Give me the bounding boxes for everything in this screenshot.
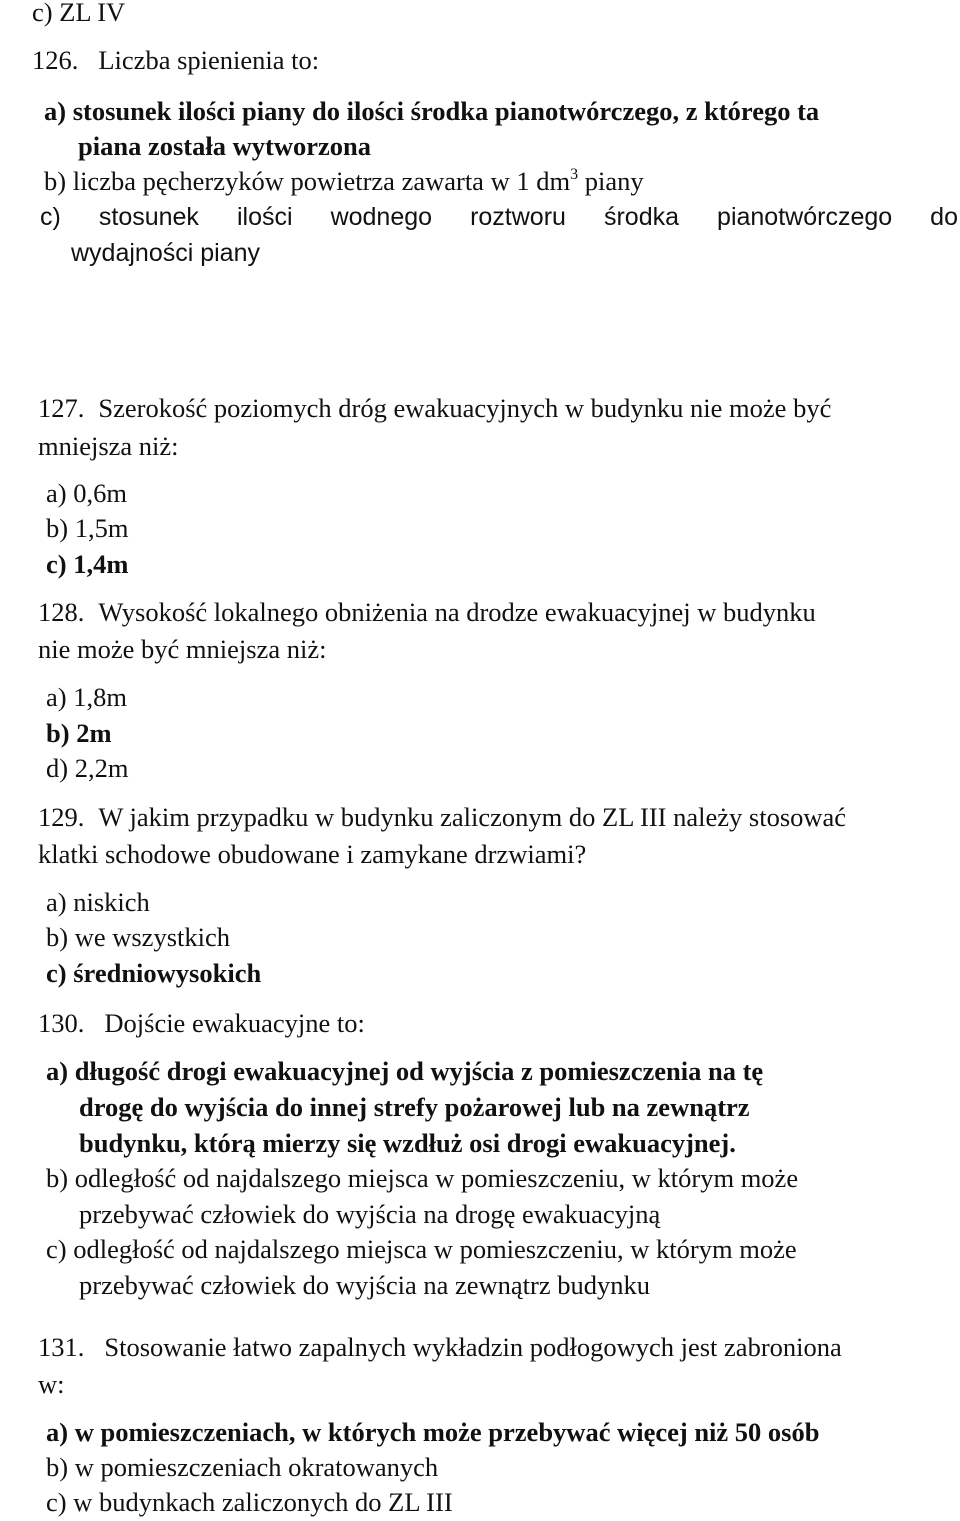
answer-text: stosunek ilości piany do ilości środka pianotwórczego, z którego ta: [72, 96, 820, 126]
answer-letter: a): [44, 96, 67, 126]
answer-126-b: [44, 165, 644, 197]
question-number: 128.: [38, 597, 85, 627]
answer-letter: b): [46, 1452, 69, 1482]
answer-129-c: [46, 957, 261, 989]
question-text: Liczba spienienia to:: [98, 45, 320, 75]
answer-text: odległość od najdalszego miejsca w pomieszczeniu, w którym może: [73, 1234, 797, 1264]
answer-131-b: [46, 1451, 438, 1483]
question-number: 131.: [38, 1332, 85, 1362]
answer-130-a: [46, 1055, 763, 1087]
answer-130-b: [46, 1162, 798, 1194]
answer-text: 2m: [76, 718, 112, 748]
question-129: [38, 801, 846, 833]
answer-text: 1,4m: [73, 549, 129, 579]
question-text: Stosowanie łatwo zapalnych wykładzin podłogowych jest zabroniona: [104, 1332, 842, 1362]
answer-text: 0,6m: [73, 478, 127, 508]
question-127-cont: mniejsza niż:: [38, 431, 179, 461]
question-text: Wysokość lokalnego obniżenia na drodze ewakuacyjnej w budynku: [98, 597, 816, 627]
answer-130-a-cont1: drogę do wyjścia do innej strefy pożarowej lub na zewnątrz: [79, 1092, 750, 1122]
answer-text: w budynkach zaliczonych do ZL III: [73, 1487, 453, 1517]
question-126: [32, 44, 319, 76]
answer-126-a: [44, 95, 819, 127]
answer-text: 1,5m: [74, 513, 129, 543]
answer-letter: a): [46, 682, 67, 712]
question-text: Szerokość poziomych dróg ewakuacyjnych w budynku nie może być: [98, 393, 832, 423]
question-128: [38, 596, 816, 628]
answer-130-c: [46, 1233, 797, 1265]
answer-131-c: [46, 1486, 453, 1518]
answer-text: odległość od najdalszego miejsca w pomieszczeniu, w którym może: [74, 1163, 799, 1193]
superscript: 3: [570, 166, 579, 183]
previous-answer-fragment: c) ZL IV: [32, 0, 126, 27]
answer-letter: c): [46, 549, 67, 579]
answer-text: 1,8m: [73, 682, 127, 712]
answer-127-b: [46, 512, 128, 544]
answer-text: stosunek ilości wodnego roztworu środka pianotwórczego do: [98, 203, 958, 231]
question-131-cont: w:: [38, 1369, 65, 1399]
answer-text: niskich: [73, 887, 150, 917]
answer-letter: b): [44, 166, 67, 196]
answer-letter: c): [46, 958, 67, 988]
answer-text: we wszystkich: [74, 922, 230, 952]
answer-131-a: [46, 1416, 820, 1448]
answer-letter: c): [40, 203, 61, 231]
answer-text: w pomieszczeniach, w których może przebywać więcej niż 50 osób: [74, 1417, 820, 1447]
answer-letter: b): [46, 513, 69, 543]
question-number: 130.: [38, 1008, 85, 1038]
question-127: [38, 392, 831, 424]
question-131: [38, 1331, 842, 1363]
answer-letter: d): [46, 753, 69, 783]
answer-letter: b): [46, 1163, 69, 1193]
answer-letter: a): [46, 478, 67, 508]
question-text: W jakim przypadku w budynku zaliczonym do ZL III należy stosować: [98, 802, 847, 832]
answer-letter: a): [46, 1056, 69, 1086]
answer-126-a-cont: piana została wytworzona: [78, 131, 371, 161]
question-text: Dojście ewakuacyjne to:: [104, 1008, 365, 1038]
answer-128-d: [46, 752, 128, 784]
answer-letter: c): [46, 1487, 67, 1517]
answer-130-b-cont: przebywać człowiek do wyjścia na drogę ewakuacyjną: [79, 1199, 661, 1229]
answer-letter: b): [46, 718, 70, 748]
question-number: 127.: [38, 393, 85, 423]
question-number: 126.: [32, 45, 79, 75]
question-128-cont: nie może być mniejsza niż:: [38, 634, 327, 664]
answer-127-c: [46, 548, 128, 580]
answer-128-b: [46, 717, 112, 749]
question-130: [38, 1007, 365, 1039]
answer-letter: a): [46, 887, 67, 917]
question-number: 129.: [38, 802, 85, 832]
answer-text: liczba pęcherzyków powietrza zawarta w 1 $dm^3$ piany: [72, 166, 644, 196]
question-129-cont: klatki schodowe obudowane i zamykane drzwiami?: [38, 839, 587, 869]
answer-126-c-cont: wydajności piany: [71, 239, 260, 267]
answer-text: w pomieszczeniach okratowanych: [74, 1452, 439, 1482]
answer-129-b: [46, 921, 230, 953]
answer-129-a: [46, 886, 150, 918]
answer-text: długość drogi ewakuacyjnej od wyjścia z pomieszczenia na tę: [74, 1056, 764, 1086]
answer-130-c-cont: przebywać człowiek do wyjścia na zewnątrz budynku: [79, 1270, 650, 1300]
answer-text: średniowysokich: [73, 958, 262, 988]
answer-letter: b): [46, 922, 69, 952]
answer-128-a: [46, 681, 127, 713]
answer-letter: a): [46, 1417, 69, 1447]
answer-letter: c): [46, 1234, 67, 1264]
answer-127-a: [46, 477, 127, 509]
answer-130-a-cont2: budynku, którą mierzy się wzdłuż osi drogi ewakuacyjnej.: [79, 1128, 736, 1158]
answer-text: 2,2m: [74, 753, 129, 783]
answer-126-c: [40, 201, 958, 233]
